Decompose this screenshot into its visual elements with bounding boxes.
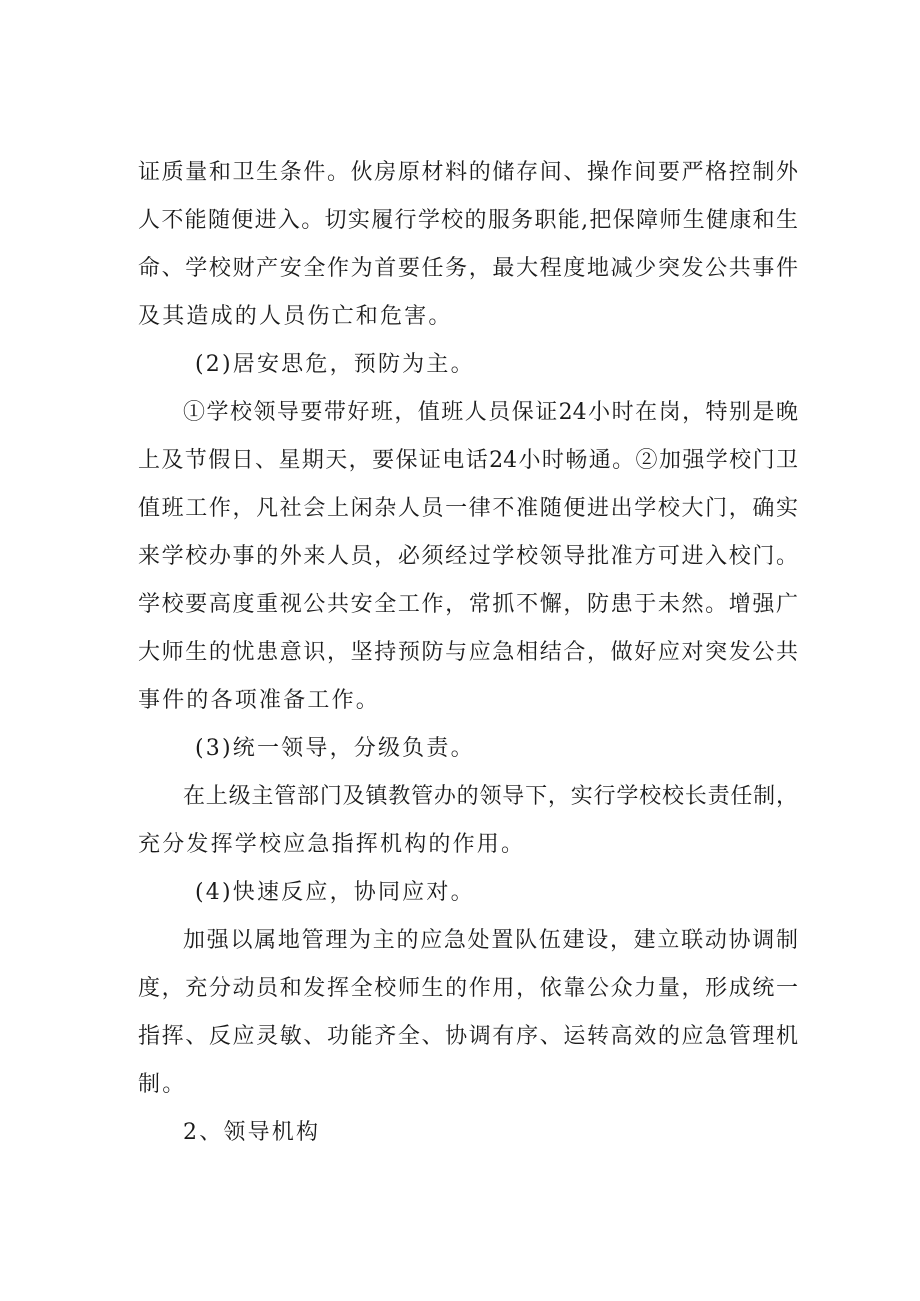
paragraph-line: 命、学校财产安全作为首要任务，最大程度地减少突发公共事件 <box>138 256 798 281</box>
paragraph-line: 来学校办事的外来人员，必须经过学校领导批准方可进入校门。 <box>138 544 798 569</box>
paragraph-line: 加强以属地管理为主的应急处置队伍建设，建立联动协调制 <box>183 928 798 953</box>
paragraph-line: 值班工作，凡社会上闲杂人员一律不准随便进出学校大门，确实 <box>138 496 798 521</box>
section-heading: (3)统一领导，分级负责。 <box>195 736 475 761</box>
paragraph-line: 在上级主管部门及镇教管办的领导下，实行学校校长责任制， <box>183 784 798 809</box>
paragraph-line: 事件的各项准备工作。 <box>138 688 381 713</box>
paragraph-line: 证质量和卫生条件。伙房原材料的储存间、操作间要严格控制外 <box>138 160 798 185</box>
paragraph-line: 度，充分动员和发挥全校师生的作用，依靠公众力量，形成统一 <box>138 976 798 1001</box>
paragraph-line: ①学校领导要带好班，值班人员保证24小时在岗，特别是晚 <box>183 400 798 425</box>
section-heading: (2)居安思危，预防为主。 <box>195 352 475 377</box>
paragraph-line: 充分发挥学校应急指挥机构的作用。 <box>138 832 526 857</box>
paragraph-line: 上及节假日、星期天，要保证电话24小时畅通。②加强学校门卫 <box>138 448 798 473</box>
paragraph-line: 制。 <box>138 1072 187 1097</box>
paragraph-line: 学校要高度重视公共安全工作，常抓不懈，防患于未然。增强广 <box>138 592 798 617</box>
paragraph-line: 大师生的忧患意识，坚持预防与应急相结合，做好应对突发公共 <box>138 640 798 665</box>
paragraph-line: 指挥、反应灵敏、功能齐全、协调有序、运转高效的应急管理机 <box>138 1024 798 1049</box>
section-heading: 2、领导机构 <box>183 1120 321 1145</box>
section-heading: (4)快速反应，协同应对。 <box>195 880 475 905</box>
paragraph-line: 人不能随便进入。切实履行学校的服务职能,把保障师生健康和生 <box>138 208 798 233</box>
paragraph-line: 及其造成的人员伤亡和危害。 <box>138 304 453 329</box>
